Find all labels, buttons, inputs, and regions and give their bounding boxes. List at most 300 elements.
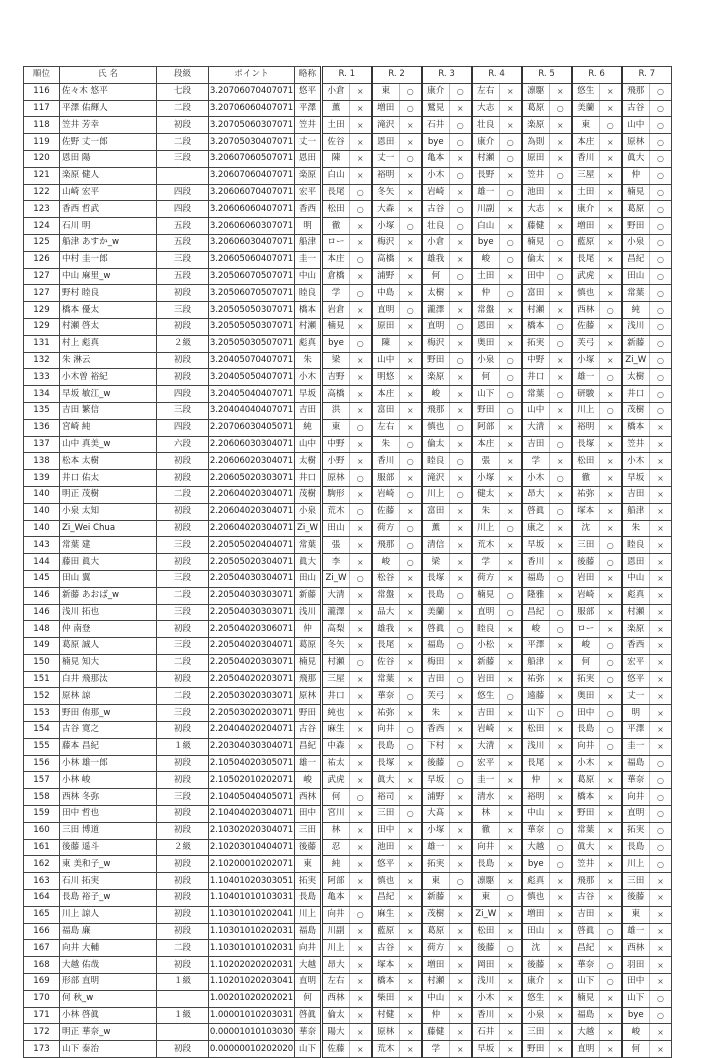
points-cell: 2.20706030405071 [209,419,295,436]
result-cell: × [350,772,372,789]
result-cell: ○ [550,621,572,638]
opponent-cell: 田中 [372,822,400,839]
name-cell: 新藤 あおば_w [60,587,157,604]
opponent-cell: 仲 [522,772,550,789]
opponent-cell: 朱 [472,503,500,520]
result-cell: × [550,654,572,671]
opponent-cell: 古谷 [622,100,650,117]
opponent-cell: 岩崎 [422,184,450,201]
result-cell: × [650,503,672,520]
opponent-cell: 長塚 [572,436,600,453]
rank-cell: 134 [24,386,60,403]
result-cell: ○ [500,604,522,621]
opponent-cell: 小木 [572,755,600,772]
opponent-cell: 阿部 [472,419,500,436]
rank-cell: 166 [24,923,60,940]
grade-cell: １級 [157,1007,209,1024]
name-cell: 吉田 繁信 [60,402,157,419]
result-cell: × [600,789,622,806]
rank-cell: 137 [24,436,60,453]
result-cell: ○ [400,453,422,470]
opponent-cell: 香川 [572,150,600,167]
opponent-cell: 大越 [572,1024,600,1041]
result-cell: × [550,419,572,436]
result-cell: ○ [500,134,522,151]
opponent-cell: 拓実 [522,335,550,352]
name-cell: 佐々木 悠平 [60,83,157,100]
opponent-cell: 吉田 [472,705,500,722]
opponent-cell: 長尾 [572,251,600,268]
result-cell: × [500,335,522,352]
opponent-cell: 荒木 [472,537,500,554]
points-cell: 1.10401010103031 [209,890,295,907]
result-cell: × [500,453,522,470]
opponent-cell: 下村 [422,738,450,755]
result-cell: × [600,419,622,436]
opponent-cell: 増田 [422,957,450,974]
result-cell: ○ [400,486,422,503]
opponent-cell: 野田 [422,352,450,369]
opponent-cell: 川上 [422,486,450,503]
points-cell: 3.20404040407071 [209,402,295,419]
opponent-cell: 松田 [472,923,500,940]
result-cell: × [450,537,472,554]
points-cell: 1.10301010102031 [209,940,295,957]
result-cell: × [350,621,372,638]
opponent-cell: 峻 [622,1024,650,1041]
opponent-cell: 昂大 [322,957,350,974]
result-cell: × [500,974,522,991]
opponent-cell: 岩崎 [572,587,600,604]
result-cell: × [650,688,672,705]
opponent-cell: 佐谷 [322,134,350,151]
opponent-cell: 仲 [622,167,650,184]
name-cell: 早坂 敏江_w [60,386,157,403]
result-cell: × [600,453,622,470]
result-cell: ○ [450,419,472,436]
points-cell: 2.20503020303071 [209,688,295,705]
opponent-cell: 田中 [522,268,550,285]
result-cell: × [500,722,522,739]
opponent-cell: 瀧澤 [422,302,450,319]
opponent-cell: 向井 [372,722,400,739]
result-cell: ○ [600,638,622,655]
points-cell: 2.20606020304071 [209,453,295,470]
table-row [24,570,672,587]
opponent-cell: 大森 [372,201,400,218]
opponent-cell: 井口 [522,369,550,386]
opponent-cell: 藤健 [422,1024,450,1041]
result-cell: ○ [550,167,572,184]
result-cell: × [500,486,522,503]
result-cell: × [450,184,472,201]
name-cell: 古谷 寛之 [60,722,157,739]
name-cell: 田中 哲也 [60,806,157,823]
result-cell: × [500,822,522,839]
table-row [24,671,672,688]
grade-cell: 初段 [157,117,209,134]
table-row [24,923,672,940]
opponent-cell: 葛原 [422,923,450,940]
opponent-cell: 沈 [522,940,550,957]
grade-cell: 五段 [157,234,209,251]
rank-cell: 149 [24,638,60,655]
table-row [24,503,672,520]
result-cell: × [600,520,622,537]
header-round-3: R. 3 [422,67,472,84]
opponent-cell: 山下 [472,386,500,403]
result-cell: × [350,806,372,823]
table-row [24,486,672,503]
rank-cell: 156 [24,755,60,772]
opponent-cell: 新藤 [472,654,500,671]
grade-cell: ２級 [157,839,209,856]
opponent-cell: 大志 [522,201,550,218]
opponent-cell: 拓実 [572,671,600,688]
result-cell: ○ [650,167,672,184]
result-cell: × [650,890,672,907]
result-cell: × [450,470,472,487]
result-cell: × [450,436,472,453]
result-cell: ○ [650,285,672,302]
opponent-cell: 川上 [472,520,500,537]
result-cell: × [400,906,422,923]
points-cell: 2.20604020304071 [209,520,295,537]
result-cell: × [400,974,422,991]
result-cell: × [500,83,522,100]
abbr-cell: 何 [295,990,322,1007]
table-row [24,201,672,218]
opponent-cell: 香西 [622,638,650,655]
name-cell: 川上 諒人 [60,906,157,923]
result-cell: × [350,839,372,856]
opponent-cell: 三屋 [572,167,600,184]
result-cell: × [500,772,522,789]
name-cell: 藤本 昌紀 [60,738,157,755]
result-cell: × [350,386,372,403]
opponent-cell: 明悠 [372,369,400,386]
table-row [24,100,672,117]
opponent-cell: 眞大 [572,839,600,856]
opponent-cell: Zi_W [322,570,350,587]
opponent-cell: 葛原 [622,201,650,218]
opponent-cell: 仲 [472,285,500,302]
opponent-cell: 雄一 [572,369,600,386]
result-cell: ○ [650,150,672,167]
opponent-cell: 倫太 [522,251,550,268]
result-cell: ○ [350,503,372,520]
points-cell: 3.20605060407071 [209,251,295,268]
opponent-cell: 遠藤 [522,688,550,705]
result-cell: × [350,520,372,537]
rank-cell: 118 [24,117,60,134]
opponent-cell: 小塚 [472,470,500,487]
points-cell: 2.20304030304071 [209,738,295,755]
rank-cell: 122 [24,184,60,201]
opponent-cell: 慎也 [522,890,550,907]
result-cell: × [400,570,422,587]
result-cell: ○ [550,570,572,587]
opponent-cell: 何 [472,369,500,386]
result-cell: × [400,654,422,671]
result-cell: × [550,184,572,201]
opponent-cell: 直明 [572,1041,600,1058]
opponent-cell: 中野 [522,352,550,369]
name-cell: 橋本 優太 [60,302,157,319]
result-cell: × [500,957,522,974]
opponent-cell: 何 [622,1041,650,1058]
result-cell: × [500,839,522,856]
result-cell: × [350,453,372,470]
table-row [24,604,672,621]
abbr-cell: 村瀬 [295,318,322,335]
opponent-cell: 梅沢 [372,234,400,251]
result-cell: ○ [400,150,422,167]
result-cell: ○ [650,83,672,100]
grade-cell: 二段 [157,587,209,604]
opponent-cell: 佐藤 [322,1041,350,1058]
result-cell: × [400,134,422,151]
opponent-cell: 松田 [572,453,600,470]
opponent-cell: 峻 [572,638,600,655]
opponent-cell: 恩田 [472,318,500,335]
result-cell: ○ [600,654,622,671]
rank-cell: 154 [24,722,60,739]
grade-cell: 三段 [157,789,209,806]
result-cell: ○ [500,688,522,705]
result-cell: × [650,638,672,655]
opponent-cell: 吉田 [522,436,550,453]
result-cell: × [550,83,572,100]
result-cell: × [600,352,622,369]
points-cell: 2.20604020304071 [209,486,295,503]
opponent-cell: 峻 [372,554,400,571]
table-row [24,167,672,184]
abbr-cell: 福島 [295,923,322,940]
opponent-cell: 平澤 [622,722,650,739]
opponent-cell: 橋本 [372,974,400,991]
opponent-cell: 本庄 [472,436,500,453]
table-row [24,587,672,604]
result-cell: × [500,906,522,923]
opponent-cell: 平澤 [522,638,550,655]
result-cell: × [500,990,522,1007]
abbr-cell: 川上 [295,906,322,923]
result-cell: × [450,806,472,823]
result-cell: × [350,268,372,285]
opponent-cell: 眞大 [622,150,650,167]
opponent-cell: 清水 [472,789,500,806]
result-cell: × [550,1041,572,1058]
rank-cell: 162 [24,856,60,873]
result-cell: ○ [450,201,472,218]
result-cell: × [650,923,672,940]
result-cell: × [400,1041,422,1058]
result-cell: × [350,638,372,655]
opponent-cell: 宮川 [322,806,350,823]
header-points: ポイント [209,67,295,84]
name-cell: 船津 あすか_w [60,234,157,251]
opponent-cell: 悠平 [372,856,400,873]
result-cell: × [550,873,572,890]
result-cell: ○ [650,352,672,369]
result-cell: × [550,688,572,705]
rank-cell: 127 [24,285,60,302]
abbr-cell: 平澤 [295,100,322,117]
opponent-cell: 福島 [622,755,650,772]
rank-cell: 160 [24,822,60,839]
opponent-cell: 康介 [422,83,450,100]
opponent-cell: 徹 [472,822,500,839]
result-cell: × [550,117,572,134]
name-cell: 山下 泰治 [60,1041,157,1058]
result-cell: × [600,100,622,117]
result-cell: × [550,150,572,167]
opponent-cell: 常葉 [522,386,550,403]
result-cell: × [600,772,622,789]
result-cell: ○ [400,302,422,319]
opponent-cell: 村瀬 [472,150,500,167]
result-cell: ○ [350,285,372,302]
result-cell: × [350,705,372,722]
result-cell: × [600,436,622,453]
opponent-cell: 峻 [472,251,500,268]
grade-cell: 三段 [157,604,209,621]
opponent-cell: 飛那 [372,537,400,554]
opponent-cell: 村瀬 [622,604,650,621]
result-cell: × [500,755,522,772]
opponent-cell: 後藤 [522,957,550,974]
result-cell: × [450,100,472,117]
result-cell: × [350,167,372,184]
table-row [24,436,672,453]
result-cell: × [450,705,472,722]
opponent-cell: 丈一 [372,150,400,167]
opponent-cell: bye [522,856,550,873]
result-cell: × [600,873,622,890]
opponent-cell: 吉田 [622,486,650,503]
rank-cell: 143 [24,537,60,554]
result-cell: × [600,940,622,957]
result-cell: × [450,302,472,319]
opponent-cell: 睦良 [622,537,650,554]
result-cell: × [500,554,522,571]
result-cell: × [350,554,372,571]
opponent-cell: 長野 [472,167,500,184]
result-cell: ○ [500,369,522,386]
result-cell: × [650,419,672,436]
points-cell: 2.20504020303071 [209,654,295,671]
result-cell: × [650,940,672,957]
name-cell: 長島 裕子_w [60,890,157,907]
opponent-cell: 滝沢 [422,470,450,487]
result-cell: ○ [550,436,572,453]
result-cell: ○ [650,755,672,772]
result-cell: × [600,890,622,907]
opponent-cell: 大志 [472,100,500,117]
result-cell: × [500,100,522,117]
result-cell: × [550,789,572,806]
opponent-cell: 佐藤 [372,503,400,520]
points-cell: 3.20706060407071 [209,100,295,117]
result-cell: × [600,822,622,839]
name-cell: 村瀬 啓太 [60,318,157,335]
abbr-cell: 丈一 [295,134,322,151]
result-cell: × [650,436,672,453]
result-cell: × [350,486,372,503]
table-row [24,184,672,201]
opponent-cell: 華奈 [372,688,400,705]
opponent-cell: 土田 [572,184,600,201]
opponent-cell: 洪 [322,402,350,419]
abbr-cell: 直明 [295,974,322,991]
opponent-cell: 啓眞 [522,503,550,520]
abbr-cell: 純 [295,419,322,436]
result-cell: ○ [650,789,672,806]
opponent-cell: 荷方 [372,520,400,537]
result-cell: ○ [600,402,622,419]
result-cell: × [500,570,522,587]
header-abbr: 略称 [295,67,322,84]
opponent-cell: 駒形 [322,486,350,503]
result-cell: × [500,621,522,638]
opponent-cell: 宏平 [622,654,650,671]
opponent-cell: 小松 [472,638,500,655]
points-cell: 0.00001010103030 [209,1024,295,1041]
result-cell: × [400,755,422,772]
name-cell: 佐野 丈一郎 [60,134,157,151]
result-cell: × [600,150,622,167]
result-cell: × [600,990,622,1007]
opponent-cell: 祐弥 [522,671,550,688]
result-cell: × [550,806,572,823]
table-row [24,1007,672,1024]
grade-cell: 初段 [157,772,209,789]
result-cell: ○ [500,940,522,957]
opponent-cell: 啓眞 [422,621,450,638]
opponent-cell: 向井 [572,738,600,755]
result-cell: ○ [600,369,622,386]
opponent-cell: 小木 [472,990,500,1007]
opponent-cell: 左右 [322,974,350,991]
opponent-cell: 羽田 [622,957,650,974]
rank-cell: 139 [24,470,60,487]
opponent-cell: 祐弥 [372,705,400,722]
opponent-cell: 小塚 [572,352,600,369]
opponent-cell: 康介 [572,201,600,218]
opponent-cell: 麻生 [372,906,400,923]
result-cell: × [650,722,672,739]
opponent-cell: 香川 [472,1007,500,1024]
opponent-cell: 浅川 [622,318,650,335]
result-cell: ○ [650,318,672,335]
opponent-cell: 長島 [622,839,650,856]
name-cell: 楠見 知大 [60,654,157,671]
result-cell: ○ [450,352,472,369]
opponent-cell: 山下 [522,705,550,722]
result-cell: × [600,83,622,100]
opponent-cell: 後藤 [622,890,650,907]
opponent-cell: 昌紀 [622,251,650,268]
grade-cell: 四段 [157,386,209,403]
result-cell: × [650,537,672,554]
result-cell: ○ [650,268,672,285]
result-cell: ○ [500,184,522,201]
opponent-cell: 荒木 [372,1041,400,1058]
result-cell: × [450,957,472,974]
result-cell: ○ [350,570,372,587]
grade-cell: 初段 [157,352,209,369]
